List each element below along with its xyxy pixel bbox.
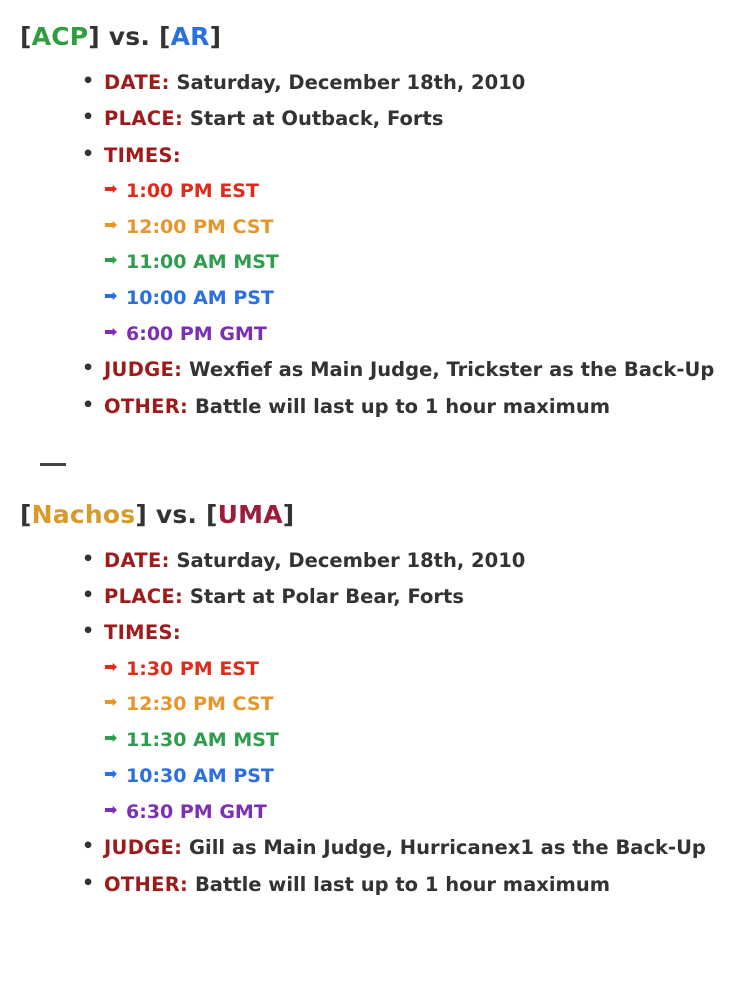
detail-judge <box>82 830 738 866</box>
judge-label: JUDGE: <box>104 358 183 382</box>
match-title-2 <box>20 500 738 529</box>
judge-value: Gill as Main Judge, Hurricanex1 as the Back-Up <box>189 836 706 860</box>
detail-other <box>82 389 738 425</box>
place-label: PLACE: <box>104 585 184 609</box>
time-text: 6:00 PM GMT <box>126 322 267 345</box>
time-entry <box>104 795 738 831</box>
bracket-open: [ <box>20 22 32 51</box>
time-text: 1:00 PM EST <box>126 179 259 202</box>
arrow-icon: ➡ <box>104 799 118 819</box>
match-block-1 <box>20 22 738 425</box>
team-name-ar: AR <box>170 22 210 51</box>
arrow-icon: ➡ <box>104 763 118 783</box>
match-block-2 <box>20 500 738 903</box>
date-value: Saturday, December 18th, 2010 <box>176 71 526 94</box>
title-vs-separator: ] vs. [ <box>135 499 218 529</box>
time-entry <box>104 281 738 317</box>
date-label: DATE: <box>104 548 170 572</box>
date-value: Saturday, December 18th, 2010 <box>176 548 526 572</box>
judge-label: JUDGE: <box>104 836 183 860</box>
time-text: 10:00 AM PST <box>126 286 274 309</box>
match-details-list-1 <box>20 65 738 425</box>
detail-times <box>82 615 738 830</box>
arrow-icon: ➡ <box>104 656 118 676</box>
times-label: TIMES: <box>104 621 181 645</box>
place-value: Start at Outback, Forts <box>189 107 444 131</box>
other-value: Battle will last up to 1 hour maximum <box>194 872 611 896</box>
time-entry <box>104 245 738 281</box>
detail-date <box>82 65 738 101</box>
time-text: 12:30 PM CST <box>126 693 274 716</box>
bracket-open: [ <box>20 499 32 529</box>
arrow-icon: ➡ <box>104 214 118 234</box>
detail-place <box>82 101 738 137</box>
match-title-1 <box>20 22 738 51</box>
other-value: Battle will last up to 1 hour maximum <box>194 394 611 418</box>
place-value: Start at Polar Bear, Forts <box>189 585 464 609</box>
section-divider <box>40 463 66 466</box>
detail-times <box>82 138 738 353</box>
time-text: 12:00 PM CST <box>126 215 274 238</box>
place-label: PLACE: <box>104 107 184 131</box>
time-entry <box>104 687 738 723</box>
detail-other <box>82 867 738 903</box>
other-label: OTHER: <box>104 394 189 418</box>
arrow-icon: ➡ <box>104 285 118 305</box>
team-name-acp: ACP <box>31 22 89 51</box>
match-details-list-2 <box>20 543 738 903</box>
times-label: TIMES: <box>104 143 181 167</box>
time-entry <box>104 723 738 759</box>
arrow-icon: ➡ <box>104 178 118 198</box>
time-text: 1:30 PM EST <box>126 657 259 680</box>
time-entry <box>104 210 738 246</box>
date-label: DATE: <box>104 71 170 94</box>
title-vs-separator: ] vs. [ <box>88 22 171 51</box>
bracket-close: ] <box>209 22 222 51</box>
arrow-icon: ➡ <box>104 728 118 748</box>
detail-judge <box>82 352 738 388</box>
team-name-uma: UMA <box>217 499 283 529</box>
detail-date <box>82 543 738 579</box>
time-text: 11:30 AM MST <box>126 729 279 752</box>
time-text: 11:00 AM MST <box>126 251 279 274</box>
time-entry <box>104 174 738 210</box>
bracket-close: ] <box>282 499 295 529</box>
arrow-icon: ➡ <box>104 692 118 712</box>
detail-place <box>82 579 738 615</box>
arrow-icon: ➡ <box>104 250 118 270</box>
time-entry <box>104 317 738 353</box>
time-entry <box>104 759 738 795</box>
times-list-2 <box>104 652 738 831</box>
times-list-1 <box>104 174 738 353</box>
judge-value: Wexfief as Main Judge, Trickster as the Back-Up <box>189 358 715 382</box>
other-label: OTHER: <box>104 872 189 896</box>
arrow-icon: ➡ <box>104 321 118 341</box>
time-entry <box>104 652 738 688</box>
time-text: 6:30 PM GMT <box>126 800 267 823</box>
time-text: 10:30 AM PST <box>126 764 274 787</box>
team-name-nachos: Nachos <box>31 499 136 529</box>
